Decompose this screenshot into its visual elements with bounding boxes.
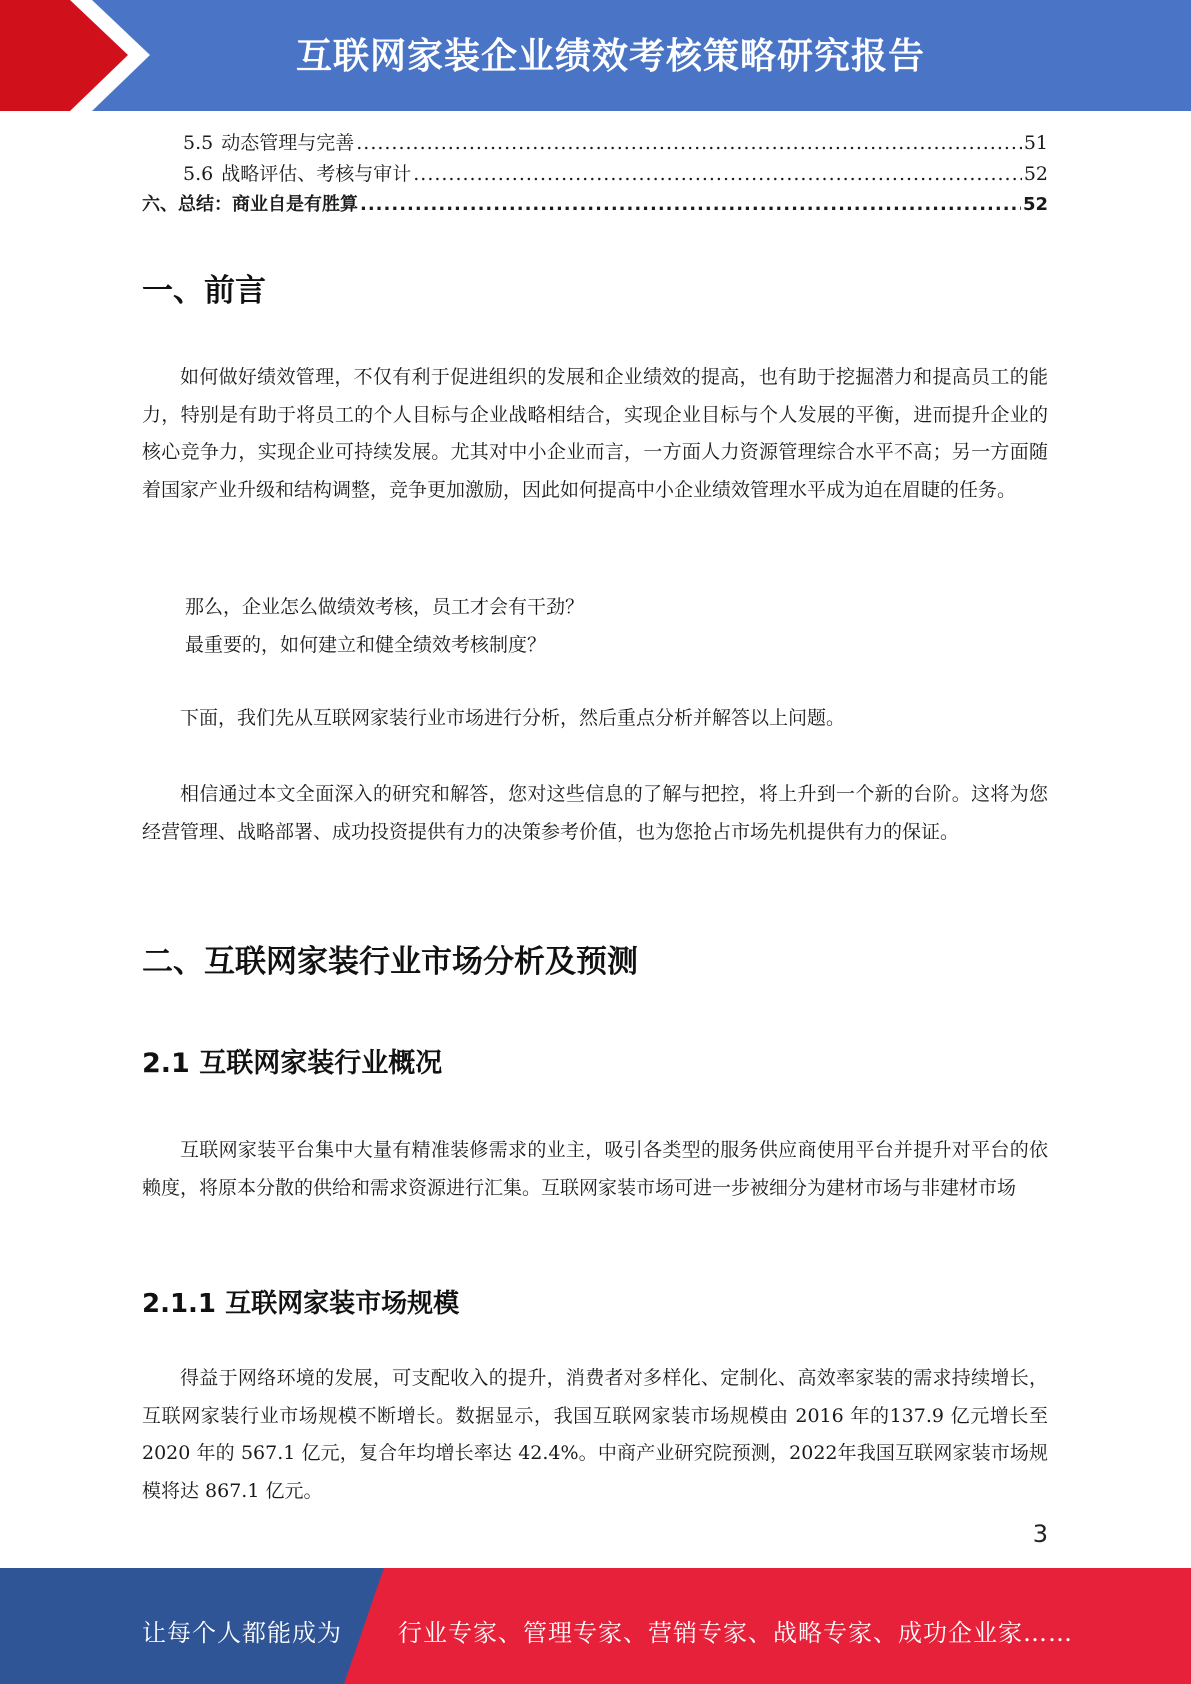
footer-slogan-left: 让每个人都能成为 — [142, 1619, 342, 1647]
paragraph: 如何做好绩效管理，不仅有利于促进组织的发展和企业绩效的提高，也有助于挖掘潜力和提高员工的能力，特别是有助于将员工的个人目标与企业战略相结合，实现企业目标与个人发展的平衡，进而提升企业的核心竞争力，实现企业可持续发展。尤其对中小企业而言，一方面人力资源管理综合水平不高；另一方面随着国家产业升级和结构调整，竞争更加激励，因此如何提高中小企业绩效管理水平成为迫在眉睫的任务。 — [142, 366, 1048, 501]
toc-entry-page: 52 — [1022, 194, 1048, 215]
question-line: 最重要的，如何建立和健全绩效考核制度？ — [185, 634, 547, 656]
report-title: 互联网家装企业绩效考核策略研究报告 — [295, 36, 925, 77]
page-number: 3 — [1032, 1520, 1048, 1548]
footer-slogan-right: 行业专家、管理专家、营销专家、战略专家、成功企业家…… — [398, 1619, 1073, 1647]
paragraph: 下面，我们先从互联网家装行业市场进行分析，然后重点分析并解答以上问题。 — [180, 707, 846, 729]
toc-entry[interactable] — [142, 159, 1048, 190]
toc-entry-number: 5.5 — [183, 132, 214, 154]
toc-leader-dots — [360, 194, 1021, 215]
table-of-contents — [142, 128, 1048, 221]
page-header — [0, 0, 1191, 111]
toc-entry-title: 战略评估、考核与审计 — [221, 163, 412, 185]
section-heading-market-analysis: 二、互联网家装行业市场分析及预测 — [142, 944, 638, 980]
toc-entry[interactable] — [142, 128, 1048, 159]
toc-entry-page: 51 — [1023, 132, 1048, 154]
subsubsection-heading: 2.1.1 互联网家装市场规模 — [142, 1289, 460, 1319]
toc-entry-title: 动态管理与完善 — [221, 132, 355, 154]
paragraph: 互联网家装平台集中大量有精准装修需求的业主，吸引各类型的服务供应商使用平台并提升对平台的依赖度，将原本分散的供给和需求资源进行汇集。互联网家装市场可进一步被细分为建材市场与非建材市场 — [142, 1139, 1048, 1199]
page-footer — [0, 1568, 1191, 1684]
question-line: 那么，企业怎么做绩效考核，员工才会有干劲？ — [185, 596, 585, 618]
paragraph: 得益于网络环境的发展，可支配收入的提升，消费者对多样化、定制化、高效率家装的需求持续增长，互联网家装行业市场规模不断增长。数据显示，我国互联网家装市场规模由 2016 年的137.9 亿元增长至 2020 年的 567.1 亿元，复合年均增长率达 42.4%。中商产业研究院预测，2022年我国互联网家装市场规模将达 867.1 亿元。 — [142, 1367, 1048, 1502]
toc-entry-number: 5.6 — [183, 163, 214, 185]
toc-entry-page: 52 — [1023, 163, 1048, 185]
toc-leader-dots — [413, 163, 1022, 185]
toc-entry-title: 六、总结：商业自是有胜算 — [142, 194, 358, 215]
section-heading-preface: 一、前言 — [142, 273, 266, 309]
paragraph: 相信通过本文全面深入的研究和解答，您对这些信息的了解与把控，将上升到一个新的台阶。这将为您经营管理、战略部署、成功投资提供有力的决策参考价值，也为您抢占市场先机提供有力的保证。 — [142, 783, 1048, 843]
toc-entry[interactable] — [142, 190, 1048, 221]
subsection-heading: 2.1 互联网家装行业概况 — [142, 1048, 443, 1079]
toc-leader-dots — [356, 132, 1022, 154]
